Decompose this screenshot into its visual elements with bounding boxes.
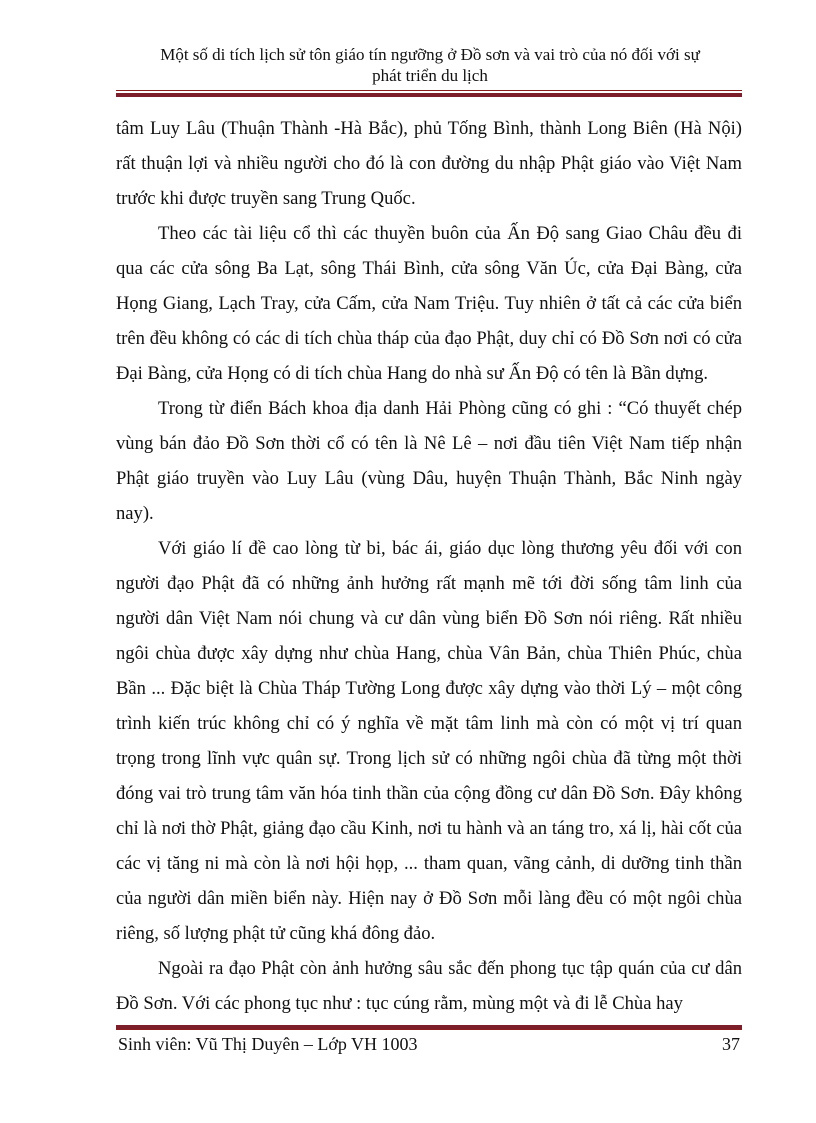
header-title-line-2: phát triển du lịch [372,66,488,85]
document-body [116,111,742,1021]
paragraph-3: Trong từ điển Bách khoa địa danh Hải Phòng cũng có ghi : “Có thuyết chép vùng bán đảo Đồ Sơn thời cổ có tên là Nê Lê – nơi đầu tiên Việt Nam tiếp nhận Phật giáo truyền vào Luy Lâu (vùng Dâu, huyện Thuận Thành, Bắc Ninh ngày nay). [116,398,742,524]
paragraph-1: tâm Luy Lâu (Thuận Thành -Hà Bắc), phủ Tống Bình, thành Long Biên (Hà Nội) rất thuận lợi và nhiều người cho đó là con đường du nhập Phật giáo vào Việt Nam trước khi được truyền sang Trung Quốc. [116,118,742,209]
paragraph-4: Với giáo lí đề cao lòng từ bi, bác ái, giáo dục lòng thương yêu đối với con người đạo Phật đã có những ảnh hưởng rất mạnh mẽ tới đời sống tâm linh của người dân Việt Nam nói chung và cư dân vùng biển Đồ Sơn nói riêng. Rất nhiều ngôi chùa được xây dựng như chùa Hang, chùa Vân Bản, chùa Thiên Phúc, chùa Bần ... Đặc biệt là Chùa Tháp Tường Long được xây dựng vào thời Lý – một công trình kiến trúc không chỉ có ý nghĩa về mặt tâm linh mà còn có một vị trí quan trọng trong lĩnh vực quân sự. Trong lịch sử có những ngôi chùa đã từng một thời đóng vai trò trung tâm văn hóa tinh thần của cộng đồng cư dân Đồ Sơn. Đây không chỉ là nơi thờ Phật, giảng đạo cầu Kinh, nơi tu hành và an táng tro, xá lị, hài cốt của các vị tăng ni mà còn là nơi hội họp, ... tham quan, vãng cảnh, di dưỡng tinh thần của người dân miền biển này. Hiện nay ở Đồ Sơn mỗi làng đều có một ngôi chùa riêng, số lượng phật tử cũng khá đông đảo. [116,538,742,944]
page-footer [118,1034,740,1055]
page-number: 37 [722,1034,740,1054]
header-divider [116,90,742,97]
footer-divider [116,1023,742,1030]
paragraph-2: Theo các tài liệu cổ thì các thuyền buôn của Ấn Độ sang Giao Châu đều đi qua các cửa sông Ba Lạt, sông Thái Bình, cửa sông Văn Úc, cửa Đại Bàng, cửa Họng Giang, Lạch Tray, cửa Cấm, cửa Nam Triệu. Tuy nhiên ở tất cả các cửa biển trên đều không có các di tích chùa tháp của đạo Phật, duy chỉ có Đồ Sơn nơi có cửa Đại Bàng, cửa Họng có di tích chùa Hang do nhà sư Ấn Độ có tên là Bần dựng. [116,223,742,384]
footer-author: Sinh viên: Vũ Thị Duyên – Lớp VH 1003 [118,1034,418,1054]
header-title-line-1: Một số di tích lịch sử tôn giáo tín ngưỡng ở Đồ sơn và vai trò của nó đối với sự [160,45,700,64]
paragraph-5: Ngoài ra đạo Phật còn ảnh hưởng sâu sắc đến phong tục tập quán của cư dân Đồ Sơn. Với các phong tục như : tục cúng rằm, mùng một và đi lễ Chùa hay [116,958,742,1014]
page-header [120,44,740,86]
